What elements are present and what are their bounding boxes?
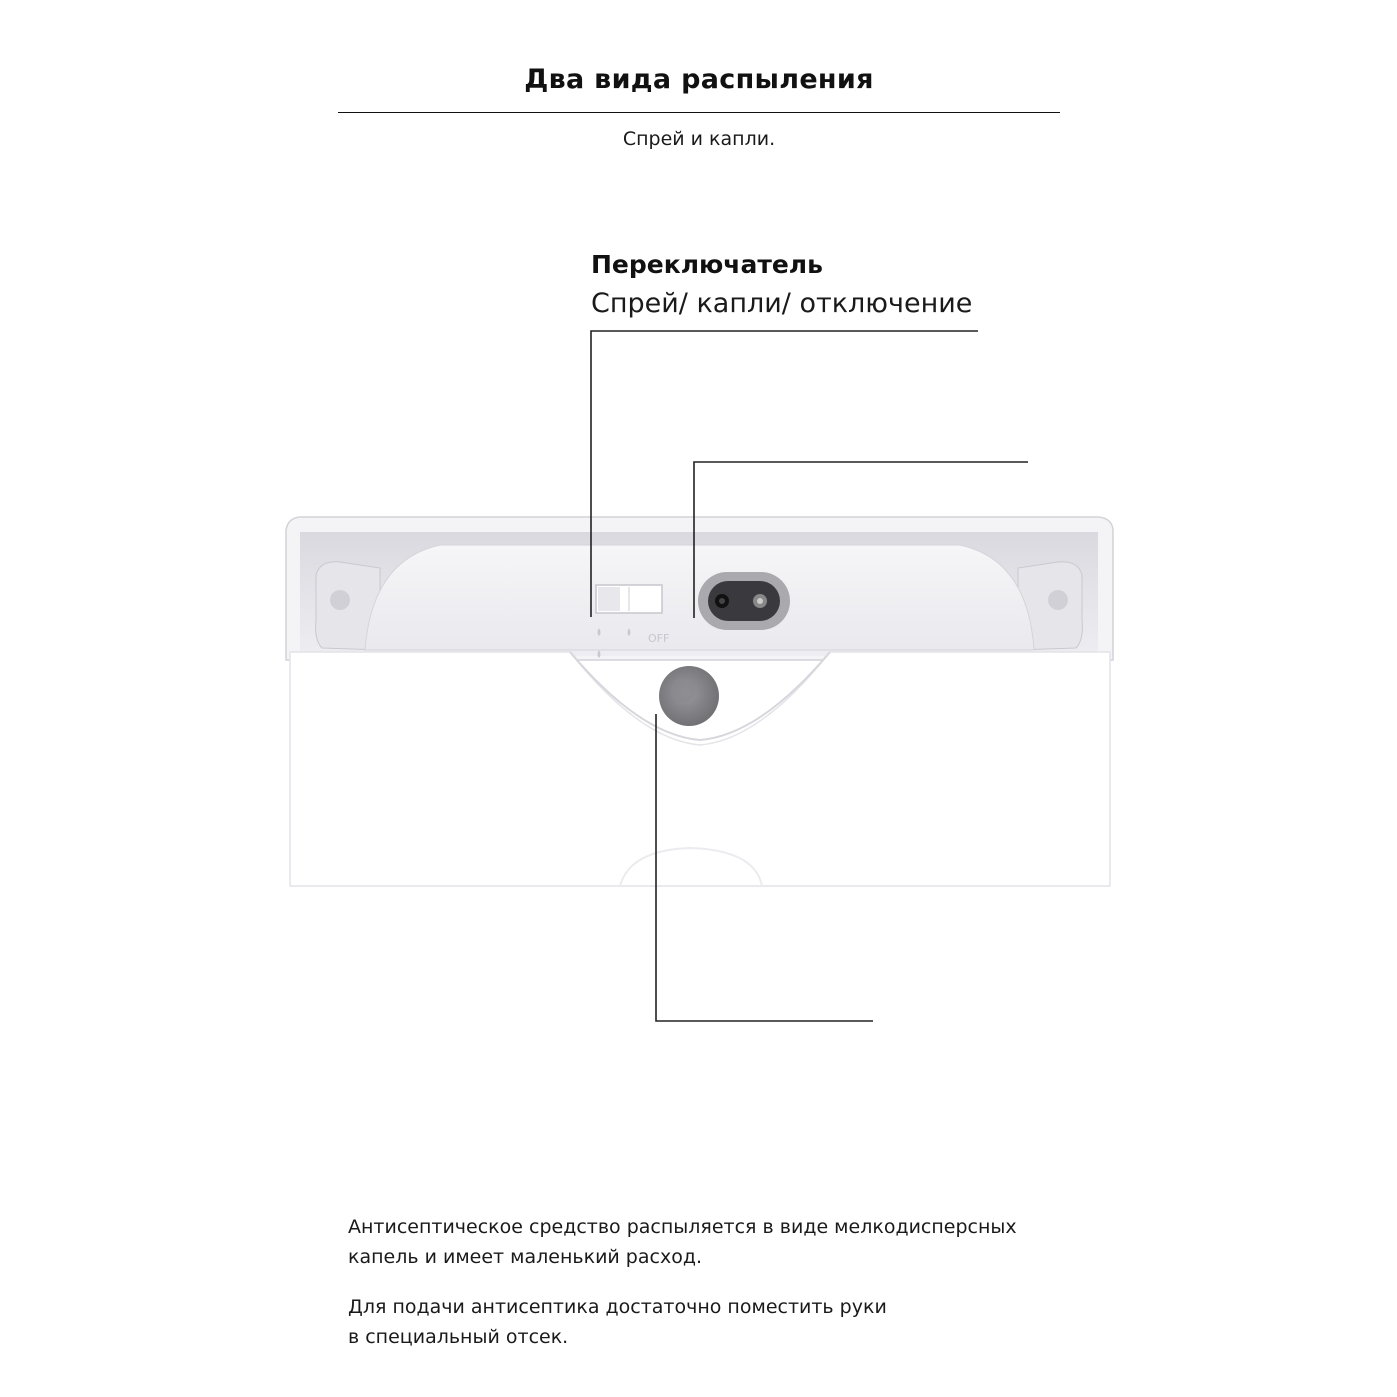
switch-off-label: OFF	[648, 632, 670, 645]
description-paragraph-2	[348, 1292, 1108, 1352]
switch-callout-text: Спрей/ капли/ отключение	[591, 288, 973, 319]
page-subtitle: Спрей и капли.	[622, 128, 776, 150]
page-title: Два вида распыления	[524, 64, 874, 95]
description-line: Антисептическое средство распыляется в виде мелкодисперсных	[348, 1216, 1017, 1238]
description-line: Для подачи антисептика достаточно поместить руки	[348, 1296, 887, 1318]
mode-switch-slider	[598, 587, 620, 611]
switch-callout-title: Переключатель	[591, 250, 823, 279]
description-paragraph-1	[348, 1212, 1108, 1272]
description-line: капель и имеет маленький расход.	[348, 1246, 703, 1268]
description-line: в специальный отсек.	[348, 1326, 569, 1348]
